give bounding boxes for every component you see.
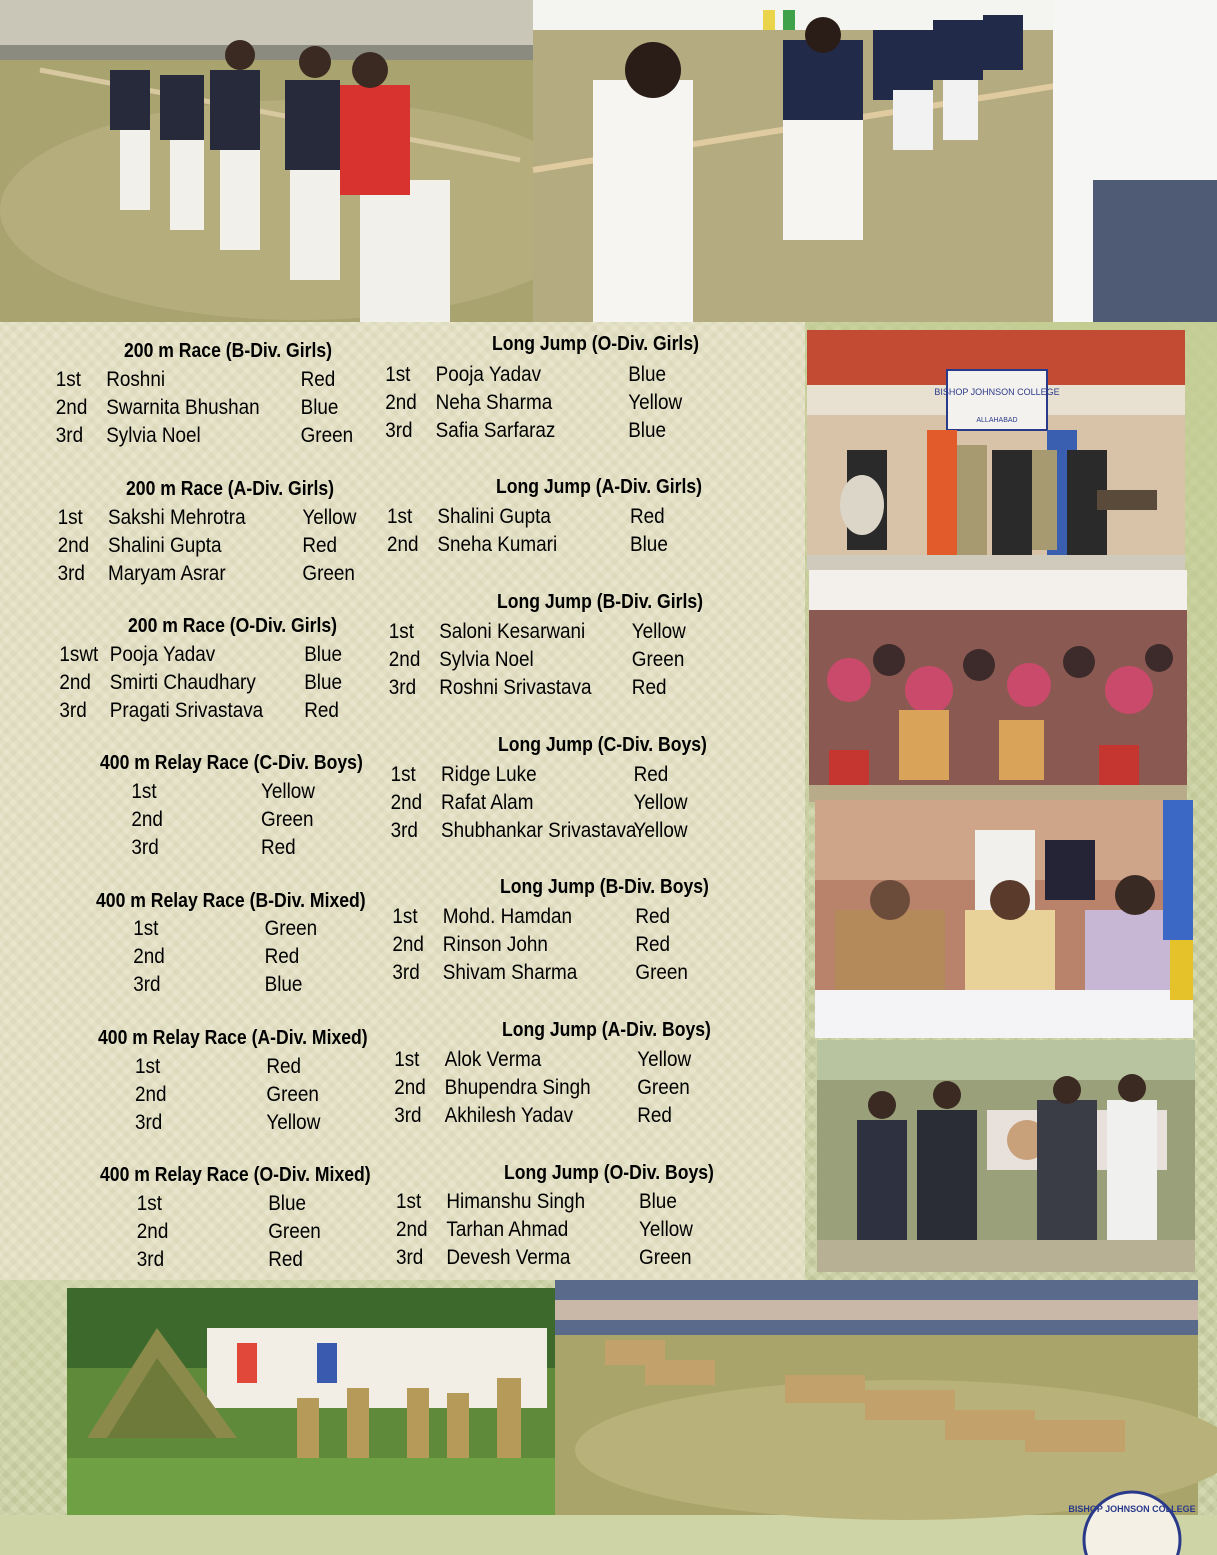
result-house: Red bbox=[637, 1104, 672, 1127]
chief-guests-photo bbox=[815, 800, 1193, 1038]
result-house: Red bbox=[300, 368, 336, 391]
result-row bbox=[0, 1076, 725, 1104]
result-name: Tarhan Ahmad bbox=[446, 1218, 569, 1241]
result-row bbox=[0, 505, 725, 533]
result-name: Rinson John bbox=[442, 933, 548, 956]
event-title: 400 m Relay Race (C-Div. Boys) bbox=[100, 752, 363, 774]
result-place: 2nd bbox=[392, 933, 424, 956]
result-name: Alok Verma bbox=[444, 1048, 542, 1071]
result-row bbox=[0, 791, 725, 819]
result-row bbox=[0, 1104, 725, 1132]
result-house: Red bbox=[633, 763, 669, 786]
announcer-photo bbox=[817, 1040, 1195, 1272]
result-place: 3rd bbox=[135, 1111, 163, 1134]
result-place: 1st bbox=[131, 780, 157, 803]
result-name: Pooja Yadav bbox=[435, 363, 542, 386]
result-place: 1st bbox=[388, 620, 415, 643]
event-title: Long Jump (O-Div. Girls) bbox=[492, 333, 699, 355]
result-name: Sneha Kumari bbox=[437, 533, 558, 556]
result-place: 1st bbox=[387, 505, 413, 528]
result-place: 3rd bbox=[55, 424, 84, 447]
result-row bbox=[0, 391, 725, 419]
result-place: 2nd bbox=[55, 396, 88, 419]
result-place: 1st bbox=[385, 363, 411, 386]
result-row bbox=[0, 419, 725, 447]
result-place: 3rd bbox=[392, 961, 420, 984]
result-house: Blue bbox=[304, 643, 343, 666]
ncc-crawl-drill-photo bbox=[555, 1280, 1198, 1515]
result-name: Maryam Asrar bbox=[108, 562, 226, 585]
event-title: Long Jump (B-Div. Boys) bbox=[500, 876, 709, 898]
result-house: Blue bbox=[639, 1190, 677, 1213]
event-title: 200 m Race (O-Div. Girls) bbox=[128, 615, 337, 637]
result-house: Green bbox=[639, 1246, 692, 1269]
result-name: Shalini Gupta bbox=[108, 534, 222, 557]
result-house: Red bbox=[630, 505, 665, 528]
result-place: 1st bbox=[55, 368, 82, 391]
result-place: 1st bbox=[390, 763, 416, 786]
result-place: 1st bbox=[396, 1190, 422, 1213]
result-house: Green bbox=[264, 917, 318, 940]
college-seal bbox=[1068, 1490, 1196, 1550]
result-name: Saloni Kesarwani bbox=[439, 620, 586, 643]
result-place: 1st bbox=[392, 905, 418, 928]
result-house: Red bbox=[304, 699, 339, 722]
result-house: Red bbox=[266, 1055, 302, 1078]
result-row bbox=[0, 533, 725, 561]
result-place: 2nd bbox=[387, 533, 419, 556]
result-name: Roshni bbox=[106, 368, 166, 391]
result-place: 1st bbox=[135, 1055, 161, 1078]
result-name: Shalini Gupta bbox=[437, 505, 551, 528]
result-house: Yellow bbox=[639, 1218, 693, 1241]
result-name: Pragati Srivastava bbox=[109, 699, 264, 722]
result-house: Blue bbox=[264, 973, 303, 996]
result-name: Pooja Yadav bbox=[109, 643, 216, 666]
result-row bbox=[0, 905, 725, 933]
event-title: Long Jump (A-Div. Girls) bbox=[496, 476, 702, 498]
result-name: Sakshi Mehrotra bbox=[108, 506, 246, 529]
result-house: Green bbox=[631, 648, 685, 671]
result-place: 2nd bbox=[390, 791, 423, 814]
event-title: 400 m Relay Race (B-Div. Mixed) bbox=[96, 890, 366, 912]
result-row bbox=[0, 1246, 725, 1274]
result-house: Green bbox=[268, 1220, 321, 1243]
result-house: Blue bbox=[628, 419, 667, 442]
event-title: 200 m Race (B-Div. Girls) bbox=[124, 340, 333, 362]
result-place: 2nd bbox=[133, 945, 165, 968]
event-title: 400 m Relay Race (A-Div. Mixed) bbox=[98, 1027, 368, 1049]
result-place: 2nd bbox=[135, 1083, 167, 1106]
result-row bbox=[0, 1218, 725, 1246]
result-house: Green bbox=[637, 1076, 690, 1099]
result-house: Red bbox=[631, 676, 667, 699]
result-name: Akhilesh Yadav bbox=[444, 1104, 574, 1127]
result-row bbox=[0, 763, 725, 791]
result-place: 2nd bbox=[59, 671, 91, 694]
result-name: Mohd. Hamdan bbox=[442, 905, 573, 928]
result-place: 3rd bbox=[57, 562, 85, 585]
event-title: Long Jump (O-Div. Boys) bbox=[504, 1162, 714, 1184]
result-place: 3rd bbox=[385, 419, 413, 442]
result-place: 1swt bbox=[59, 643, 99, 666]
result-house: Green bbox=[302, 562, 355, 585]
result-house: Blue bbox=[304, 671, 343, 694]
school-band-photo bbox=[807, 330, 1185, 570]
result-name: Ridge Luke bbox=[441, 763, 537, 786]
result-house: Blue bbox=[630, 533, 668, 556]
result-place: 2nd bbox=[394, 1076, 426, 1099]
event-title: 400 m Relay Race (O-Div. Mixed) bbox=[100, 1164, 371, 1186]
result-place: 3rd bbox=[59, 699, 87, 722]
result-row bbox=[0, 648, 725, 676]
result-name: Shubhankar Srivastava bbox=[441, 819, 637, 842]
result-house: Yellow bbox=[633, 819, 688, 842]
result-house: Green bbox=[300, 424, 354, 447]
result-place: 3rd bbox=[390, 819, 418, 842]
event-title: Long Jump (C-Div. Boys) bbox=[498, 734, 707, 756]
result-name: Devesh Verma bbox=[446, 1246, 571, 1269]
result-house: Yellow bbox=[261, 780, 315, 803]
result-house: Blue bbox=[628, 363, 667, 386]
result-place: 2nd bbox=[396, 1218, 428, 1241]
result-name: Sylvia Noel bbox=[439, 648, 534, 671]
result-house: Blue bbox=[300, 396, 339, 419]
result-row bbox=[0, 562, 725, 590]
result-house: Yellow bbox=[266, 1111, 321, 1134]
result-house: Red bbox=[268, 1248, 303, 1271]
result-name: Himanshu Singh bbox=[446, 1190, 586, 1213]
result-name: Safia Sarfaraz bbox=[435, 419, 556, 442]
result-place: 3rd bbox=[388, 676, 417, 699]
ncc-drill-tent-photo bbox=[67, 1288, 555, 1515]
result-house: Red bbox=[264, 945, 300, 968]
result-row bbox=[0, 819, 725, 847]
result-house: Green bbox=[635, 961, 688, 984]
band-sign-text: BISHOP JOHNSON COLLEGE bbox=[934, 387, 1060, 397]
result-row bbox=[0, 1190, 725, 1218]
event-title: Long Jump (A-Div. Boys) bbox=[502, 1019, 711, 1041]
result-row bbox=[0, 676, 725, 704]
result-place: 2nd bbox=[385, 391, 417, 414]
result-house: Yellow bbox=[302, 506, 357, 529]
result-row bbox=[0, 1048, 725, 1076]
result-name: Swarnita Bhushan bbox=[106, 396, 260, 419]
result-place: 3rd bbox=[396, 1246, 424, 1269]
result-house: Red bbox=[302, 534, 338, 557]
result-row bbox=[0, 363, 725, 391]
result-house: Green bbox=[261, 808, 314, 831]
result-house: Blue bbox=[268, 1192, 307, 1215]
event-title: Long Jump (B-Div. Girls) bbox=[497, 591, 703, 613]
result-row bbox=[0, 620, 725, 648]
result-place: 2nd bbox=[388, 648, 421, 671]
result-name: Smirti Chaudhary bbox=[109, 671, 256, 694]
tug-of-war-boys-photo bbox=[0, 0, 533, 322]
result-name: Rafat Alam bbox=[441, 791, 534, 814]
result-house: Red bbox=[261, 836, 296, 859]
result-house: Yellow bbox=[637, 1048, 692, 1071]
result-house: Red bbox=[635, 933, 671, 956]
result-name: Bhupendra Singh bbox=[444, 1076, 591, 1099]
result-place: 3rd bbox=[131, 836, 159, 859]
seal-text: BISHOP JOHNSON COLLEGE bbox=[1068, 1504, 1196, 1514]
event-title: 200 m Race (A-Div. Girls) bbox=[126, 478, 335, 500]
result-place: 2nd bbox=[136, 1220, 169, 1243]
tug-of-war-girls-photo bbox=[533, 0, 1217, 322]
result-house: Yellow bbox=[631, 620, 686, 643]
result-place: 3rd bbox=[394, 1104, 422, 1127]
result-house: Yellow bbox=[628, 391, 683, 414]
result-name: Shivam Sharma bbox=[442, 961, 578, 984]
result-place: 2nd bbox=[131, 808, 163, 831]
result-place: 1st bbox=[394, 1048, 420, 1071]
result-house: Red bbox=[635, 905, 671, 928]
result-name: Sylvia Noel bbox=[106, 424, 201, 447]
result-name: Neha Sharma bbox=[435, 391, 553, 414]
result-name: Roshni Srivastava bbox=[439, 676, 592, 699]
result-place: 1st bbox=[57, 506, 83, 529]
audience-photo bbox=[809, 570, 1187, 802]
result-place: 3rd bbox=[133, 973, 161, 996]
result-place: 1st bbox=[136, 1192, 163, 1215]
result-house: Green bbox=[266, 1083, 319, 1106]
result-row bbox=[0, 961, 725, 989]
result-place: 2nd bbox=[57, 534, 90, 557]
result-place: 1st bbox=[133, 917, 159, 940]
result-house: Yellow bbox=[633, 791, 688, 814]
result-place: 3rd bbox=[136, 1248, 165, 1271]
band-sign-subtext: ALLAHABAD bbox=[976, 417, 1018, 424]
result-row bbox=[0, 933, 725, 961]
